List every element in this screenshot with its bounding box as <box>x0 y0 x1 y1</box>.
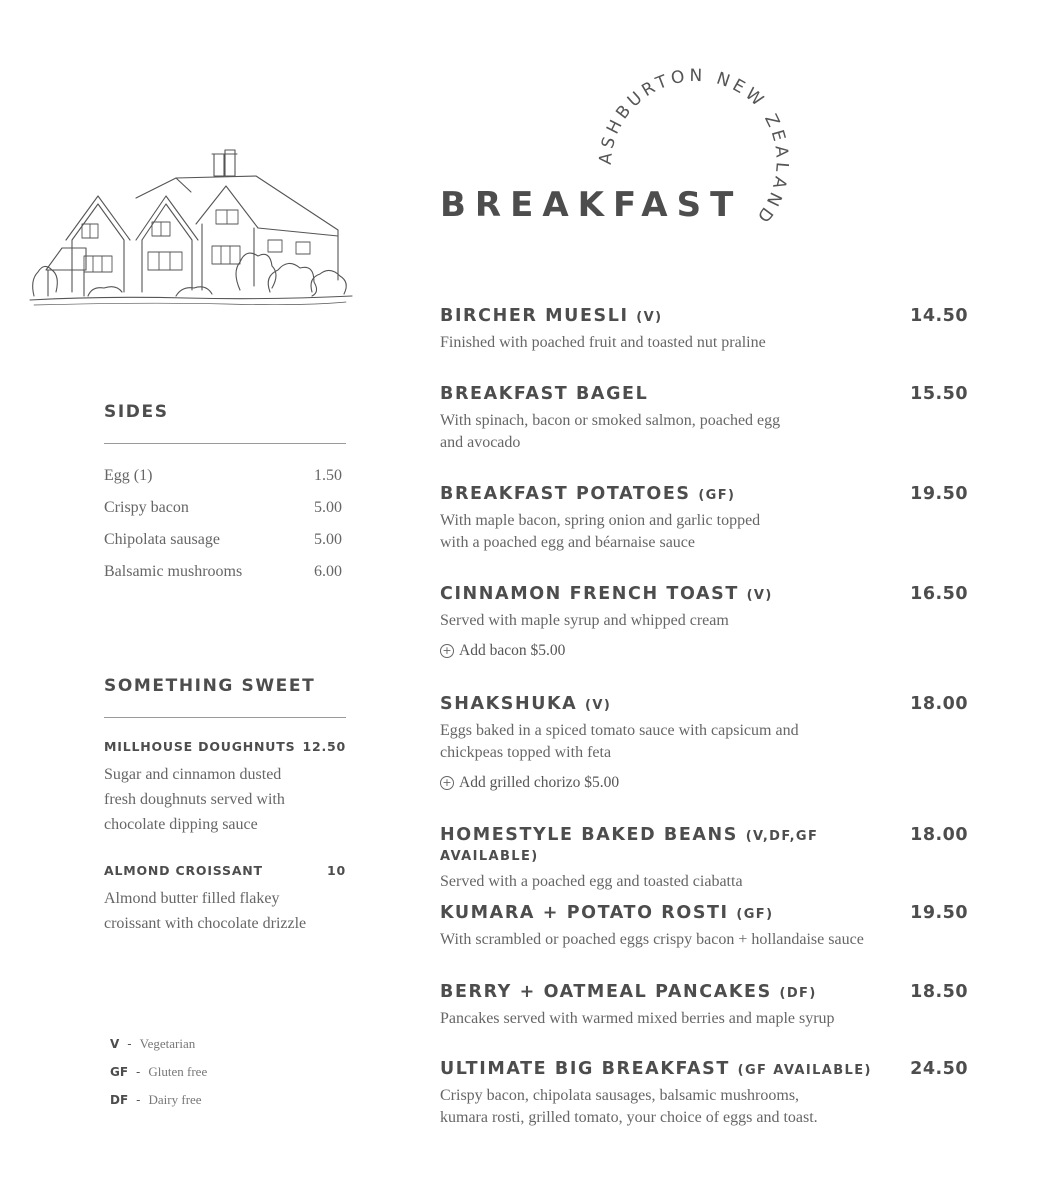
menu-item-desc: With scrambled or poached eggs crispy bacon + hollandaise sauce <box>440 931 864 948</box>
legend-row <box>110 1058 207 1086</box>
side-item-price: 5.00 <box>314 499 342 516</box>
menu-item-title <box>440 484 735 504</box>
menu-item-name: BREAKFAST BAGEL <box>440 384 649 404</box>
menu-item <box>440 306 970 354</box>
menu-item <box>440 982 970 1030</box>
location-arc <box>575 45 815 265</box>
legend-code: GF <box>110 1065 129 1079</box>
menu-item-name: KUMARA + POTATO ROSTI <box>440 903 729 923</box>
menu-item-price: 19.50 <box>910 903 968 923</box>
menu-item-name: BIRCHER MUESLI <box>440 306 629 326</box>
sides-heading: SIDES <box>104 402 169 422</box>
plus-circle-icon: + <box>440 644 454 658</box>
legend-dash: - <box>136 1093 141 1107</box>
menu-item <box>440 384 970 454</box>
addon-option <box>440 774 970 792</box>
legend-row <box>110 1086 207 1114</box>
menu-item-desc: Pancakes served with warmed mixed berries and maple syrup <box>440 1010 835 1027</box>
legend-dash: - <box>136 1065 141 1079</box>
side-item-name: Crispy bacon <box>104 499 189 516</box>
sweet-item-name: MILLHOUSE DOUGHNUTS <box>104 739 296 754</box>
dietary-tag: (GF AVAILABLE) <box>737 1063 872 1078</box>
sweet-item-price: 10 <box>327 863 346 878</box>
legend-label: Vegetarian <box>139 1036 196 1051</box>
addon-option <box>440 642 970 660</box>
side-item-name: Egg (1) <box>104 467 153 484</box>
side-item <box>104 463 342 495</box>
sweet-heading: SOMETHING SWEET <box>104 676 316 696</box>
dietary-tag: (V) <box>585 698 612 713</box>
side-item-name: Chipolata sausage <box>104 531 220 548</box>
plus-circle-icon: + <box>440 776 454 790</box>
legend-row <box>110 1030 207 1058</box>
menu-item <box>440 903 970 951</box>
menu-item <box>440 694 970 792</box>
menu-item <box>440 825 970 893</box>
menu-item <box>440 584 970 660</box>
menu-item-desc: With maple bacon, spring onion and garlic topped with a poached egg and béarnaise sauce <box>440 512 761 551</box>
menu-item-desc: Finished with poached fruit and toasted nut praline <box>440 334 766 351</box>
menu-item-title <box>440 384 648 404</box>
addon-label: Add bacon $5.00 <box>459 642 566 659</box>
dietary-tag: (V,DF,GF AVAILABLE) <box>440 829 819 864</box>
dietary-tag: (V) <box>636 310 663 325</box>
legend-code: DF <box>110 1093 129 1107</box>
dietary-tag: (DF) <box>779 986 817 1001</box>
dietary-tag: (GF) <box>736 907 774 922</box>
sweet-item <box>104 739 346 837</box>
menu-item <box>440 1059 970 1129</box>
side-item <box>104 559 342 591</box>
menu-item-name: SHAKSHUKA <box>440 694 578 714</box>
menu-item <box>440 484 970 554</box>
menu-item-desc: Crispy bacon, chipolata sausages, balsamic mushrooms, kumara rosti, grilled tomato, your choice of eggs and toast. <box>440 1087 818 1126</box>
menu-item-price: 18.00 <box>910 694 968 714</box>
menu-item-name: CINNAMON FRENCH TOAST <box>440 584 739 604</box>
sides-divider <box>104 443 346 444</box>
house-illustration <box>26 140 356 320</box>
menu-item-desc: Eggs baked in a spiced tomato sauce with capsicum and chickpeas topped with feta <box>440 722 799 761</box>
menu-item-name: HOMESTYLE BAKED BEANS <box>440 825 739 845</box>
page-title: BREAKFAST <box>440 185 743 225</box>
side-item-price: 1.50 <box>314 467 342 484</box>
side-item-price: 6.00 <box>314 563 342 580</box>
sweet-item-price: 12.50 <box>302 739 346 754</box>
addon-label: Add grilled chorizo $5.00 <box>459 774 620 791</box>
menu-item-title <box>440 584 773 604</box>
menu-item-price: 18.50 <box>910 982 968 1002</box>
sweet-item-name: ALMOND CROISSANT <box>104 863 263 878</box>
legend-dash: - <box>127 1037 132 1051</box>
menu-item-desc: Served with maple syrup and whipped cream <box>440 612 729 629</box>
side-item-name: Balsamic mushrooms <box>104 563 243 580</box>
legend-label: Gluten free <box>148 1064 208 1079</box>
dietary-tag: (GF) <box>698 488 736 503</box>
menu-item-price: 16.50 <box>910 584 968 604</box>
menu-item-name: ULTIMATE BIG BREAKFAST <box>440 1059 730 1079</box>
side-item <box>104 495 342 527</box>
menu-item-price: 15.50 <box>910 384 968 404</box>
menu-item-title <box>440 306 662 326</box>
sweet-item <box>104 863 346 936</box>
menu-item-name: BREAKFAST POTATOES <box>440 484 691 504</box>
menu-item-desc: With spinach, bacon or smoked salmon, poached egg and avocado <box>440 412 781 451</box>
sweet-item-desc: Sugar and cinnamon dusted fresh doughnuts served with chocolate dipping sauce <box>104 766 285 833</box>
menu-item-desc: Served with a poached egg and toasted ciabatta <box>440 873 743 890</box>
menu-item-price: 24.50 <box>910 1059 968 1079</box>
menu-item-title <box>440 903 773 923</box>
menu-item-price: 19.50 <box>910 484 968 504</box>
legend-code: V <box>110 1037 120 1051</box>
menu-item-price: 14.50 <box>910 306 968 326</box>
side-item-price: 5.00 <box>314 531 342 548</box>
dietary-tag: (V) <box>746 588 773 603</box>
sweet-item-desc: Almond butter filled flakey croissant with chocolate drizzle <box>104 890 307 932</box>
location-arc-text: ASHBURTON NEW ZEALAND <box>595 65 792 229</box>
sides-list <box>104 463 342 591</box>
menu-item-title <box>440 982 817 1002</box>
menu-item-title <box>440 825 910 865</box>
sweet-divider <box>104 717 346 718</box>
legend-label: Dairy free <box>148 1092 202 1107</box>
menu-item-title <box>440 1059 872 1079</box>
side-item <box>104 527 342 559</box>
menu-item-title <box>440 694 611 714</box>
dietary-legend <box>110 1030 207 1114</box>
menu-item-name: BERRY + OATMEAL PANCAKES <box>440 982 772 1002</box>
menu-item-price: 18.00 <box>910 825 968 845</box>
